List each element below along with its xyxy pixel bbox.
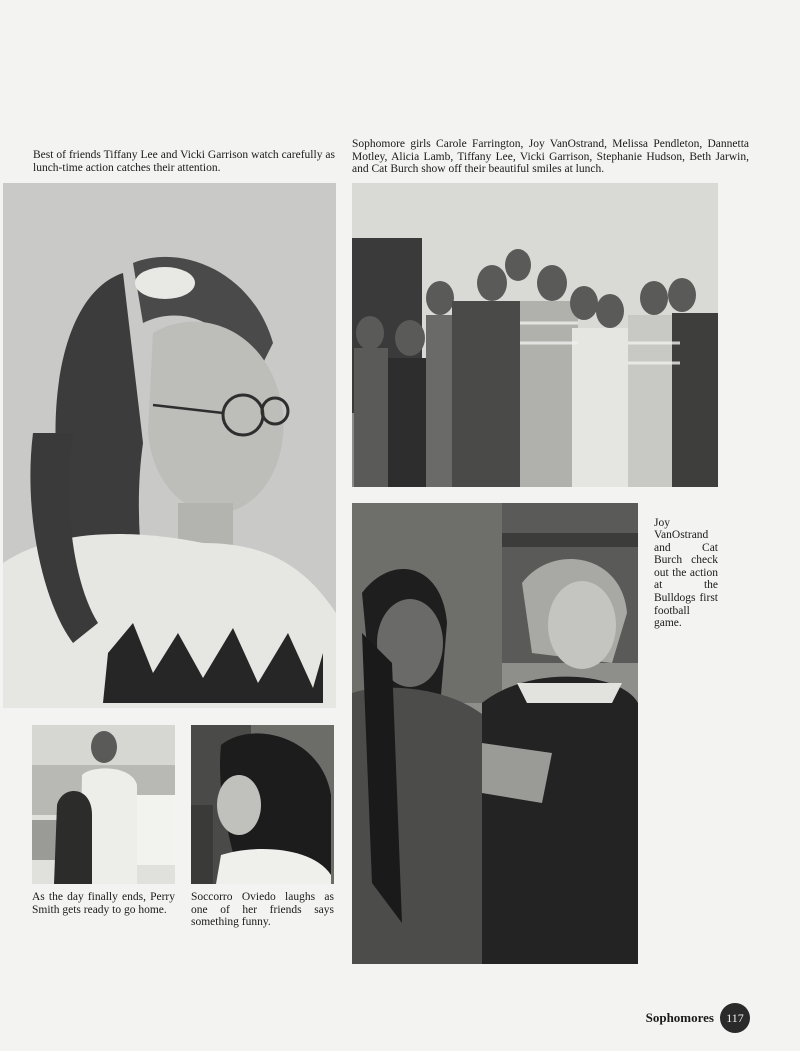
section-name: Sophomores xyxy=(645,1010,714,1025)
caption-soccorro-oviedo: Soccorro Oviedo laughs as one of her friends says something funny. xyxy=(191,891,334,928)
page-number-badge: 117 xyxy=(720,1003,750,1033)
photo-football-game-girls xyxy=(352,503,638,964)
page-footer xyxy=(646,1003,750,1033)
photo-sophomore-group xyxy=(352,183,718,487)
photo-portrait-girl-glasses xyxy=(3,183,336,708)
caption-friends-watch: Best of friends Tiffany Lee and Vicki Garrison watch carefully as lunch-time action catches their attention. xyxy=(33,149,335,174)
photo-soccorro-oviedo-laughing xyxy=(191,725,334,884)
caption-football-game: Joy VanOstrand and Cat Burch check out the action at the Bulldogs first football game. xyxy=(654,516,718,630)
caption-sophomore-girls: Sophomore girls Carole Farrington, Joy VanOstrand, Melissa Pendleton, Dannetta Motley, Alicia Lamb, Tiffany Lee, Vicki Garrison, Stephanie Hudson, Beth Jarwin, and Cat Burch show off their beautiful smiles at lunch. xyxy=(352,138,749,175)
caption-perry-smith: As the day finally ends, Perry Smith gets ready to go home. xyxy=(32,891,175,916)
photo-perry-smith-backpack xyxy=(32,725,175,884)
